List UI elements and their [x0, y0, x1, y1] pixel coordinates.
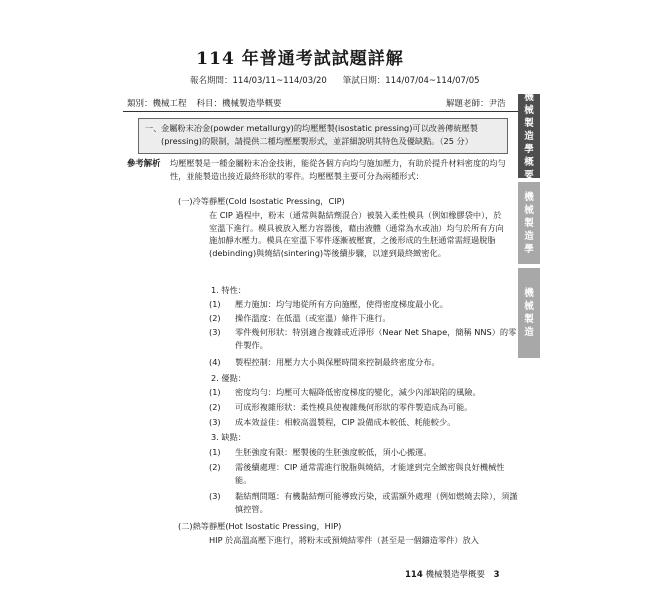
side-tab-char: 機 [524, 191, 534, 203]
disadvantage-item: (1) 生胚強度有限：壓製後的生胚強度較低，須小心搬運。 [209, 447, 432, 457]
footer-book: 機械製造學概要 [425, 570, 485, 580]
page-title: 114 年普通考試試題詳解 [196, 49, 404, 69]
disadvantage-item: (2) 需後續處理：CIP 通常需進行脫脂與燒結，才能達到完全緻密與良好機械性能。 [209, 462, 505, 485]
side-tab-char: 製 [524, 117, 534, 129]
exam-dates [190, 74, 480, 86]
side-tab-char: 製 [524, 314, 534, 325]
side-tab-char: 械 [524, 104, 534, 116]
exam-date: 筆試日期：114/07/04~114/07/05 [342, 76, 480, 86]
page-footer [405, 568, 500, 580]
feature-item: (3) 零件幾何形狀：特別適合複雜或近淨形（Near Net Shape，簡稱 NNS）的零件製作。 [209, 327, 517, 350]
question-number: 一、 [145, 123, 162, 133]
header-divider [123, 111, 518, 112]
feature-item: (4) 製程控制：用壓力大小與保壓時間來控制最終密度分布。 [209, 357, 440, 367]
side-tab-char: 學 [524, 143, 534, 155]
subject-line [127, 97, 282, 109]
advantage-item: (2) 可成形複雜形狀：柔性模具使複雜幾何形狀的零件製造成為可能。 [209, 402, 473, 412]
footer-code: 114 [405, 570, 423, 580]
side-tab-char: 製 [524, 217, 534, 229]
advantage-item: (3) 成本效益佳：相較高溫製程，CIP 設備成本較低、耗能較少。 [209, 417, 456, 427]
advantage-item: (1) 密度均勻：均壓可大幅降低密度梯度的變化，減少內部缺陷的風險。 [209, 387, 481, 397]
answer-label: 參考解析 [127, 158, 161, 168]
features-title: 1. 特性： [211, 285, 246, 295]
hip-description: HIP 於高溫高壓下進行，將粉末或預燒結零件（甚至是一個鑄造零件）放入 [209, 535, 479, 545]
side-tab-char: 械 [524, 301, 534, 312]
feature-item: (1) 壓力施加：均勻地從所有方向施壓，使得密度梯度最小化。 [209, 299, 448, 309]
side-tab-active[interactable] [518, 91, 540, 181]
side-tab[interactable] [518, 268, 540, 358]
answer-intro: 均壓壓製是一種金屬粉末冶金技術，能從各個方向均勻施加壓力，有助於提升材料密度的均勻性，並能製造出接近最終形狀的零件。均壓壓製主要可分為兩種形式： [170, 158, 506, 181]
side-tab-char: 造 [524, 230, 534, 242]
side-tab[interactable] [518, 182, 540, 264]
feature-item: (2) 操作溫度：在低溫（或室溫）條件下進行。 [209, 313, 391, 323]
side-tab-char: 學 [524, 243, 534, 255]
category: 類別：機械工程 [127, 99, 187, 109]
question-box [138, 118, 508, 154]
cip-description: 在 CIP 過程中，粉末（通常與黏結劑混合）被裝入柔性模具（例如橡膠袋中），於室溫下進行。模具被放入壓力容器後，藉由液體（通常為水或油）均勻於所有方向施加靜水壓力。模具在室溫下零件逐漸被壓實，之後形成的生胚通常需經過脫脂(debinding)與燒結(sintering)等後續步驟，以達到最終緻密化。 [209, 210, 504, 258]
disadvantage-item: (3) 黏結劑問題：有機黏結劑可能導致污染，或需額外處理（例如燃燒去除），須謹慎控管。 [209, 491, 518, 514]
side-tab-char: 概 [524, 156, 534, 168]
side-tab-char: 機 [524, 288, 534, 299]
page-number: 3 [493, 570, 500, 580]
side-tab-char: 造 [524, 327, 534, 338]
side-tab-char: 造 [524, 130, 534, 142]
side-tab-char: 械 [524, 204, 534, 216]
side-tab-char: 要 [524, 169, 534, 181]
disadvantages-title: 3. 缺點： [211, 432, 246, 442]
registration-period: 報名期間：114/03/11~114/03/20 [190, 76, 327, 86]
teacher: 解題老師：尹浩 [446, 99, 506, 109]
subject: 科目：機械製造學概要 [196, 99, 282, 109]
cip-heading: (一)冷等靜壓(Cold Isostatic Pressing，CIP) [178, 196, 345, 206]
hip-heading: (二)熱等靜壓(Hot Isostatic Pressing，HIP) [178, 521, 342, 531]
side-tab-char: 機 [524, 91, 534, 103]
advantages-title: 2. 優點： [211, 373, 246, 383]
question-text: 金屬粉末冶金(powder metallurgy)的均壓壓製(isostatic pressing)可以改善傳統壓製(pressing)的限制，請提供二種均壓壓製形式，並詳細說明其特色及優缺點。（25 分） [161, 123, 478, 146]
